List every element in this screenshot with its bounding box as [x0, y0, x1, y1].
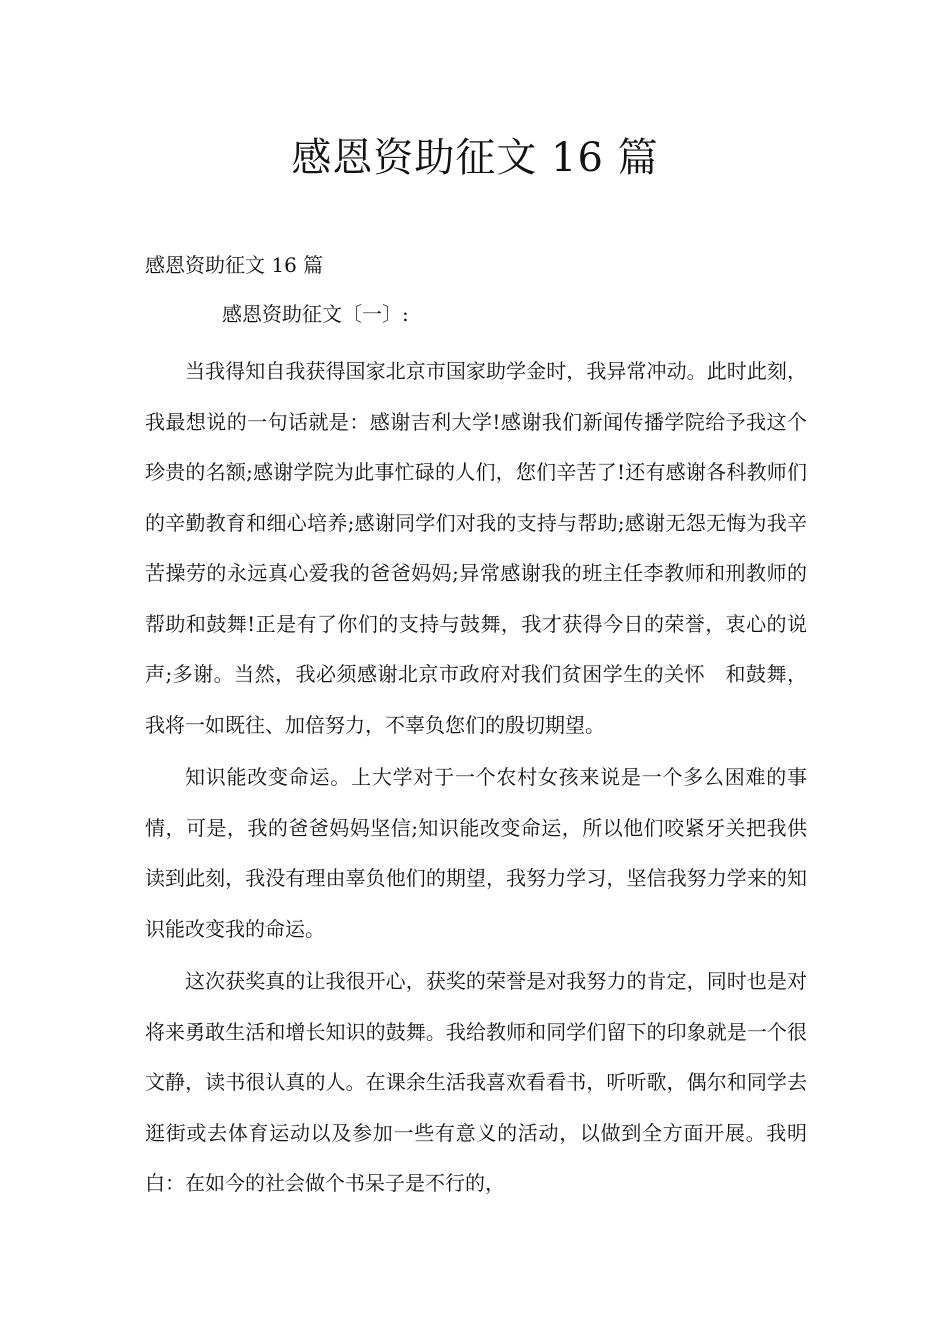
- document-title: 感恩资助征文 16 篇: [291, 135, 659, 181]
- section-heading: 感恩资助征文〔一〕:: [222, 302, 409, 326]
- document-subtitle: 感恩资助征文 16 篇: [145, 253, 324, 277]
- paragraph: 这次获奖真的让我很开心，获奖的荣誉是对我努力的肯定，同时也是对将来勇敢生活和增长知识的鼓舞。我给教师和同学们留下的印象就是一个很文静，读书很认真的人。在课余生活我喜欢看看书，听听歌，偶尔和同学去逛街或去体育运动以及参加一些有意义的活动，以做到全方面开展。我明白：在如今的社会做个书呆子是不行的，: [145, 969, 807, 1195]
- body-text: [145, 346, 807, 1211]
- paragraph: 知识能改变命运。上大学对于一个农村女孩来说是一个多么困难的事情，可是，我的爸爸妈妈坚信;知识能改变命运，所以他们咬紧牙关把我供读到此刻，我没有理由辜负他们的期望，我努力学习，坚信我努力学来的知识能改变我的命运。: [145, 765, 807, 941]
- paragraph: 当我得知自我获得国家北京市国家助学金时，我异常冲动。此时此刻，我最想说的一句话就是：感谢吉利大学!感谢我们新闻传播学院给予我这个珍贵的名额;感谢学院为此事忙碌的人们，您们辛苦了!还有感谢各科教师们的辛勤教育和细心培养;感谢同学们对我的支持与帮助;感谢无怨无悔为我辛苦操劳的永远真心爱我的爸爸妈妈;异常感谢我的班主任李教师和刑教师的帮助和鼓舞!正是有了你们的支持与鼓舞，我才获得今日的荣誉，衷心的说声;多谢。当然，我必须感谢北京市政府对我们贫困学生的关怀 和鼓舞，我将一如既往、加倍努力，不辜负您们的殷切期望。: [145, 359, 807, 737]
